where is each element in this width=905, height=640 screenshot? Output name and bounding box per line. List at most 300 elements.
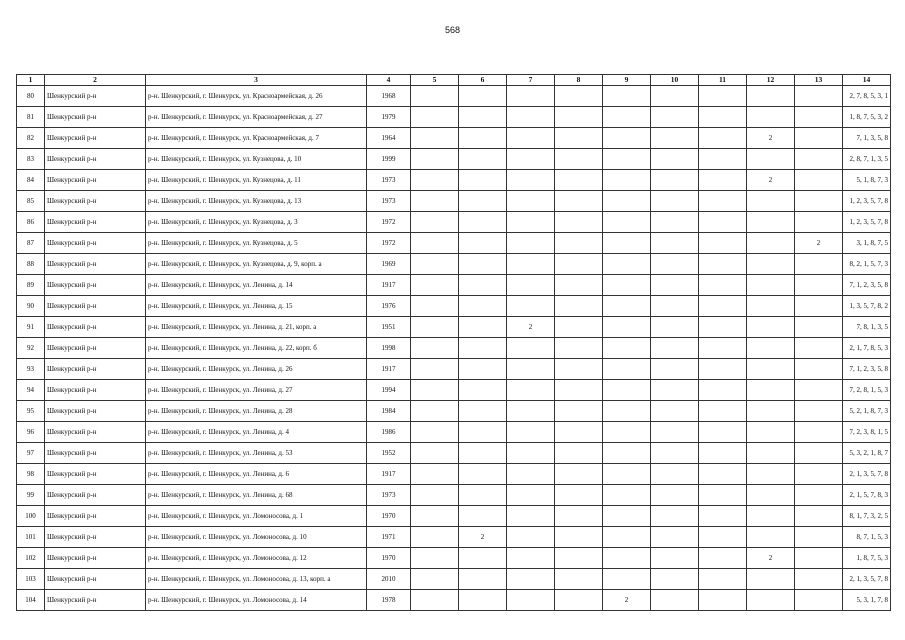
table-row bbox=[17, 464, 891, 485]
col9-cell bbox=[603, 380, 651, 401]
col7-cell bbox=[507, 485, 555, 506]
address-cell: р-н. Шенкурский, г. Шенкурск, ул. Ломоносова, д. 13, корп. а bbox=[146, 569, 367, 590]
col6-cell bbox=[459, 569, 507, 590]
col9-cell bbox=[603, 86, 651, 107]
year-cell: 1969 bbox=[367, 254, 411, 275]
col5-cell bbox=[411, 128, 459, 149]
year-cell: 1984 bbox=[367, 401, 411, 422]
codes-cell: 2, 1, 5, 7, 8, 3 bbox=[843, 485, 891, 506]
table-row bbox=[17, 569, 891, 590]
table-row bbox=[17, 485, 891, 506]
col5-cell bbox=[411, 548, 459, 569]
col13-cell bbox=[795, 191, 843, 212]
col11-cell bbox=[699, 590, 747, 611]
column-header: 6 bbox=[459, 75, 507, 86]
col9-cell bbox=[603, 275, 651, 296]
col6-cell bbox=[459, 254, 507, 275]
col11-cell bbox=[699, 401, 747, 422]
col6-cell bbox=[459, 422, 507, 443]
address-cell: р-н. Шенкурский, г. Шенкурск, ул. Ленина, д. 26 bbox=[146, 359, 367, 380]
col7-cell bbox=[507, 422, 555, 443]
col12-cell bbox=[747, 359, 795, 380]
column-header: 12 bbox=[747, 75, 795, 86]
col9-cell bbox=[603, 548, 651, 569]
codes-cell: 2, 1, 7, 8, 5, 3 bbox=[843, 338, 891, 359]
col9-cell bbox=[603, 527, 651, 548]
col10-cell bbox=[651, 149, 699, 170]
year-cell: 1971 bbox=[367, 527, 411, 548]
col11-cell bbox=[699, 338, 747, 359]
col13-cell bbox=[795, 212, 843, 233]
col11-cell bbox=[699, 128, 747, 149]
col8-cell bbox=[555, 233, 603, 254]
year-cell: 2010 bbox=[367, 569, 411, 590]
column-header: 5 bbox=[411, 75, 459, 86]
codes-cell: 2, 7, 8, 5, 3, 1 bbox=[843, 86, 891, 107]
header-row bbox=[17, 75, 891, 86]
year-cell: 1973 bbox=[367, 191, 411, 212]
district-cell: Шенкурский р-н bbox=[45, 401, 146, 422]
col10-cell bbox=[651, 359, 699, 380]
table-row bbox=[17, 590, 891, 611]
table-row bbox=[17, 191, 891, 212]
col12-cell: 2 bbox=[747, 170, 795, 191]
col10-cell bbox=[651, 254, 699, 275]
col8-cell bbox=[555, 590, 603, 611]
col5-cell bbox=[411, 401, 459, 422]
col9-cell bbox=[603, 485, 651, 506]
address-cell: р-н. Шенкурский, г. Шенкурск, ул. Ленина, д. 15 bbox=[146, 296, 367, 317]
column-header: 14 bbox=[843, 75, 891, 86]
col6-cell bbox=[459, 296, 507, 317]
address-cell: р-н. Шенкурский, г. Шенкурск, ул. Кузнецова, д. 11 bbox=[146, 170, 367, 191]
row-number-cell: 85 bbox=[17, 191, 45, 212]
table-row bbox=[17, 338, 891, 359]
row-number-cell: 104 bbox=[17, 590, 45, 611]
year-cell: 1973 bbox=[367, 170, 411, 191]
year-cell: 1952 bbox=[367, 443, 411, 464]
codes-cell: 8, 2, 1, 5, 7, 3 bbox=[843, 254, 891, 275]
col13-cell bbox=[795, 443, 843, 464]
codes-cell: 7, 1, 2, 3, 5, 8 bbox=[843, 359, 891, 380]
col13-cell bbox=[795, 170, 843, 191]
codes-cell: 3, 1, 8, 7, 5 bbox=[843, 233, 891, 254]
district-cell: Шенкурский р-н bbox=[45, 464, 146, 485]
col9-cell bbox=[603, 317, 651, 338]
col12-cell bbox=[747, 296, 795, 317]
row-number-cell: 86 bbox=[17, 212, 45, 233]
table-row bbox=[17, 128, 891, 149]
codes-cell: 1, 8, 7, 5, 3 bbox=[843, 548, 891, 569]
col5-cell bbox=[411, 296, 459, 317]
col9-cell bbox=[603, 464, 651, 485]
codes-cell: 7, 2, 8, 1, 5, 3 bbox=[843, 380, 891, 401]
row-number-cell: 92 bbox=[17, 338, 45, 359]
codes-cell: 7, 1, 3, 5, 8 bbox=[843, 128, 891, 149]
col13-cell bbox=[795, 107, 843, 128]
district-cell: Шенкурский р-н bbox=[45, 380, 146, 401]
col6-cell bbox=[459, 170, 507, 191]
column-header: 2 bbox=[45, 75, 146, 86]
col6-cell bbox=[459, 128, 507, 149]
col11-cell bbox=[699, 422, 747, 443]
row-number-cell: 90 bbox=[17, 296, 45, 317]
column-header: 9 bbox=[603, 75, 651, 86]
col8-cell bbox=[555, 128, 603, 149]
col11-cell bbox=[699, 107, 747, 128]
col5-cell bbox=[411, 149, 459, 170]
col8-cell bbox=[555, 464, 603, 485]
col12-cell bbox=[747, 107, 795, 128]
col10-cell bbox=[651, 317, 699, 338]
col6-cell bbox=[459, 401, 507, 422]
district-cell: Шенкурский р-н bbox=[45, 149, 146, 170]
district-cell: Шенкурский р-н bbox=[45, 170, 146, 191]
col5-cell bbox=[411, 254, 459, 275]
col11-cell bbox=[699, 548, 747, 569]
col11-cell bbox=[699, 317, 747, 338]
col13-cell bbox=[795, 590, 843, 611]
col8-cell bbox=[555, 359, 603, 380]
col10-cell bbox=[651, 338, 699, 359]
col11-cell bbox=[699, 380, 747, 401]
col10-cell bbox=[651, 485, 699, 506]
address-cell: р-н. Шенкурский, г. Шенкурск, ул. Ленина, д. 53 bbox=[146, 443, 367, 464]
col5-cell bbox=[411, 464, 459, 485]
col10-cell bbox=[651, 128, 699, 149]
col11-cell bbox=[699, 233, 747, 254]
table-row bbox=[17, 317, 891, 338]
row-number-cell: 99 bbox=[17, 485, 45, 506]
col7-cell: 2 bbox=[507, 317, 555, 338]
row-number-cell: 94 bbox=[17, 380, 45, 401]
housing-table bbox=[16, 74, 891, 611]
col12-cell bbox=[747, 506, 795, 527]
col11-cell bbox=[699, 170, 747, 191]
col9-cell bbox=[603, 107, 651, 128]
column-header: 7 bbox=[507, 75, 555, 86]
col13-cell bbox=[795, 464, 843, 485]
col13-cell bbox=[795, 485, 843, 506]
codes-cell: 8, 7, 1, 5, 3 bbox=[843, 527, 891, 548]
col9-cell bbox=[603, 191, 651, 212]
col11-cell bbox=[699, 527, 747, 548]
col13-cell bbox=[795, 317, 843, 338]
codes-cell: 8, 1, 7, 3, 2, 5 bbox=[843, 506, 891, 527]
col5-cell bbox=[411, 212, 459, 233]
col10-cell bbox=[651, 191, 699, 212]
col13-cell bbox=[795, 296, 843, 317]
col10-cell bbox=[651, 212, 699, 233]
col12-cell: 2 bbox=[747, 548, 795, 569]
row-number-cell: 93 bbox=[17, 359, 45, 380]
table-row bbox=[17, 275, 891, 296]
row-number-cell: 101 bbox=[17, 527, 45, 548]
col6-cell bbox=[459, 317, 507, 338]
col10-cell bbox=[651, 275, 699, 296]
codes-cell: 7, 8, 1, 3, 5 bbox=[843, 317, 891, 338]
year-cell: 1964 bbox=[367, 128, 411, 149]
district-cell: Шенкурский р-н bbox=[45, 254, 146, 275]
col7-cell bbox=[507, 548, 555, 569]
column-header: 3 bbox=[146, 75, 367, 86]
col11-cell bbox=[699, 569, 747, 590]
table-row bbox=[17, 548, 891, 569]
address-cell: р-н. Шенкурский, г. Шенкурск, ул. Красноармейская, д. 26 bbox=[146, 86, 367, 107]
col13-cell bbox=[795, 254, 843, 275]
address-cell: р-н. Шенкурский, г. Шенкурск, ул. Ленина, д. 6 bbox=[146, 464, 367, 485]
col7-cell bbox=[507, 233, 555, 254]
col7-cell bbox=[507, 338, 555, 359]
col8-cell bbox=[555, 191, 603, 212]
address-cell: р-н. Шенкурский, г. Шенкурск, ул. Ленина, д. 28 bbox=[146, 401, 367, 422]
col8-cell bbox=[555, 317, 603, 338]
year-cell: 1979 bbox=[367, 107, 411, 128]
codes-cell: 2, 8, 7, 1, 3, 5 bbox=[843, 149, 891, 170]
col5-cell bbox=[411, 191, 459, 212]
col6-cell bbox=[459, 359, 507, 380]
col8-cell bbox=[555, 401, 603, 422]
codes-cell: 1, 3, 5, 7, 8, 2 bbox=[843, 296, 891, 317]
codes-cell: 5, 3, 2, 1, 8, 7 bbox=[843, 443, 891, 464]
col7-cell bbox=[507, 590, 555, 611]
col7-cell bbox=[507, 359, 555, 380]
col5-cell bbox=[411, 569, 459, 590]
district-cell: Шенкурский р-н bbox=[45, 338, 146, 359]
district-cell: Шенкурский р-н bbox=[45, 590, 146, 611]
district-cell: Шенкурский р-н bbox=[45, 212, 146, 233]
col9-cell bbox=[603, 233, 651, 254]
col12-cell: 2 bbox=[747, 128, 795, 149]
address-cell: р-н. Шенкурский, г. Шенкурск, ул. Кузнецова, д. 3 bbox=[146, 212, 367, 233]
col12-cell bbox=[747, 254, 795, 275]
row-number-cell: 91 bbox=[17, 317, 45, 338]
codes-cell: 5, 3, 1, 7, 8 bbox=[843, 590, 891, 611]
col5-cell bbox=[411, 359, 459, 380]
col13-cell bbox=[795, 548, 843, 569]
col6-cell: 2 bbox=[459, 527, 507, 548]
row-number-cell: 102 bbox=[17, 548, 45, 569]
col5-cell bbox=[411, 485, 459, 506]
col7-cell bbox=[507, 527, 555, 548]
col6-cell bbox=[459, 86, 507, 107]
col13-cell bbox=[795, 275, 843, 296]
codes-cell: 1, 2, 3, 5, 7, 8 bbox=[843, 191, 891, 212]
col13-cell bbox=[795, 380, 843, 401]
col6-cell bbox=[459, 380, 507, 401]
col5-cell bbox=[411, 170, 459, 191]
column-header: 4 bbox=[367, 75, 411, 86]
col5-cell bbox=[411, 527, 459, 548]
address-cell: р-н. Шенкурский, г. Шенкурск, ул. Кузнецова, д. 13 bbox=[146, 191, 367, 212]
col8-cell bbox=[555, 86, 603, 107]
row-number-cell: 103 bbox=[17, 569, 45, 590]
row-number-cell: 81 bbox=[17, 107, 45, 128]
col9-cell bbox=[603, 506, 651, 527]
col8-cell bbox=[555, 422, 603, 443]
year-cell: 1917 bbox=[367, 464, 411, 485]
row-number-cell: 96 bbox=[17, 422, 45, 443]
row-number-cell: 98 bbox=[17, 464, 45, 485]
table-row bbox=[17, 296, 891, 317]
col8-cell bbox=[555, 506, 603, 527]
col8-cell bbox=[555, 485, 603, 506]
year-cell: 1994 bbox=[367, 380, 411, 401]
column-header: 8 bbox=[555, 75, 603, 86]
table-row bbox=[17, 380, 891, 401]
address-cell: р-н. Шенкурский, г. Шенкурск, ул. Ломоносова, д. 12 bbox=[146, 548, 367, 569]
col12-cell bbox=[747, 569, 795, 590]
col9-cell bbox=[603, 128, 651, 149]
col13-cell bbox=[795, 422, 843, 443]
codes-cell: 5, 1, 8, 7, 3 bbox=[843, 170, 891, 191]
col11-cell bbox=[699, 443, 747, 464]
col12-cell bbox=[747, 233, 795, 254]
year-cell: 1972 bbox=[367, 212, 411, 233]
row-number-cell: 84 bbox=[17, 170, 45, 191]
address-cell: р-н. Шенкурский, г. Шенкурск, ул. Красноармейская, д. 7 bbox=[146, 128, 367, 149]
table-row bbox=[17, 254, 891, 275]
col11-cell bbox=[699, 464, 747, 485]
col8-cell bbox=[555, 569, 603, 590]
table-row bbox=[17, 107, 891, 128]
district-cell: Шенкурский р-н bbox=[45, 275, 146, 296]
col7-cell bbox=[507, 191, 555, 212]
col12-cell bbox=[747, 464, 795, 485]
col9-cell bbox=[603, 170, 651, 191]
col11-cell bbox=[699, 359, 747, 380]
col7-cell bbox=[507, 254, 555, 275]
col10-cell bbox=[651, 233, 699, 254]
table-row bbox=[17, 359, 891, 380]
district-cell: Шенкурский р-н bbox=[45, 233, 146, 254]
col9-cell bbox=[603, 422, 651, 443]
col7-cell bbox=[507, 506, 555, 527]
col11-cell bbox=[699, 296, 747, 317]
address-cell: р-н. Шенкурский, г. Шенкурск, ул. Ленина, д. 22, корп. б bbox=[146, 338, 367, 359]
col5-cell bbox=[411, 506, 459, 527]
col6-cell bbox=[459, 548, 507, 569]
year-cell: 1968 bbox=[367, 86, 411, 107]
column-header: 11 bbox=[699, 75, 747, 86]
row-number-cell: 80 bbox=[17, 86, 45, 107]
col13-cell bbox=[795, 149, 843, 170]
address-cell: р-н. Шенкурский, г. Шенкурск, ул. Ленина, д. 27 bbox=[146, 380, 367, 401]
year-cell: 1999 bbox=[367, 149, 411, 170]
col5-cell bbox=[411, 86, 459, 107]
row-number-cell: 89 bbox=[17, 275, 45, 296]
year-cell: 1986 bbox=[367, 422, 411, 443]
district-cell: Шенкурский р-н bbox=[45, 359, 146, 380]
codes-cell: 2, 1, 3, 5, 7, 8 bbox=[843, 569, 891, 590]
col12-cell bbox=[747, 485, 795, 506]
codes-cell: 2, 1, 3, 5, 7, 8 bbox=[843, 464, 891, 485]
address-cell: р-н. Шенкурский, г. Шенкурск, ул. Ленина, д. 21, корп. а bbox=[146, 317, 367, 338]
col9-cell: 2 bbox=[603, 590, 651, 611]
address-cell: р-н. Шенкурский, г. Шенкурск, ул. Ломоносова, д. 10 bbox=[146, 527, 367, 548]
col9-cell bbox=[603, 569, 651, 590]
col7-cell bbox=[507, 107, 555, 128]
column-header: 10 bbox=[651, 75, 699, 86]
col8-cell bbox=[555, 380, 603, 401]
col7-cell bbox=[507, 443, 555, 464]
col10-cell bbox=[651, 170, 699, 191]
col12-cell bbox=[747, 590, 795, 611]
col6-cell bbox=[459, 590, 507, 611]
col8-cell bbox=[555, 149, 603, 170]
codes-cell: 1, 2, 3, 5, 7, 8 bbox=[843, 212, 891, 233]
year-cell: 1998 bbox=[367, 338, 411, 359]
district-cell: Шенкурский р-н bbox=[45, 527, 146, 548]
col10-cell bbox=[651, 464, 699, 485]
district-cell: Шенкурский р-н bbox=[45, 128, 146, 149]
column-header: 13 bbox=[795, 75, 843, 86]
district-cell: Шенкурский р-н bbox=[45, 485, 146, 506]
address-cell: р-н. Шенкурский, г. Шенкурск, ул. Кузнецова, д. 9, корп. а bbox=[146, 254, 367, 275]
col10-cell bbox=[651, 380, 699, 401]
address-cell: р-н. Шенкурский, г. Шенкурск, ул. Ломоносова, д. 14 bbox=[146, 590, 367, 611]
table-row bbox=[17, 149, 891, 170]
col13-cell bbox=[795, 338, 843, 359]
col6-cell bbox=[459, 338, 507, 359]
col10-cell bbox=[651, 422, 699, 443]
col6-cell bbox=[459, 506, 507, 527]
col13-cell bbox=[795, 527, 843, 548]
codes-cell: 7, 2, 3, 8, 1, 5 bbox=[843, 422, 891, 443]
col10-cell bbox=[651, 107, 699, 128]
col5-cell bbox=[411, 275, 459, 296]
col10-cell bbox=[651, 443, 699, 464]
col5-cell bbox=[411, 380, 459, 401]
col13-cell: 2 bbox=[795, 233, 843, 254]
col8-cell bbox=[555, 107, 603, 128]
col11-cell bbox=[699, 149, 747, 170]
col12-cell bbox=[747, 443, 795, 464]
col12-cell bbox=[747, 401, 795, 422]
column-header: 1 bbox=[17, 75, 45, 86]
year-cell: 1970 bbox=[367, 548, 411, 569]
codes-cell: 1, 8, 7, 5, 3, 2 bbox=[843, 107, 891, 128]
col12-cell bbox=[747, 317, 795, 338]
col7-cell bbox=[507, 149, 555, 170]
col8-cell bbox=[555, 254, 603, 275]
col13-cell bbox=[795, 359, 843, 380]
col10-cell bbox=[651, 296, 699, 317]
year-cell: 1973 bbox=[367, 485, 411, 506]
table-row bbox=[17, 527, 891, 548]
table-row bbox=[17, 422, 891, 443]
col12-cell bbox=[747, 275, 795, 296]
col13-cell bbox=[795, 86, 843, 107]
col9-cell bbox=[603, 359, 651, 380]
col9-cell bbox=[603, 296, 651, 317]
col12-cell bbox=[747, 86, 795, 107]
col10-cell bbox=[651, 527, 699, 548]
col6-cell bbox=[459, 212, 507, 233]
district-cell: Шенкурский р-н bbox=[45, 317, 146, 338]
col11-cell bbox=[699, 86, 747, 107]
row-number-cell: 88 bbox=[17, 254, 45, 275]
col6-cell bbox=[459, 149, 507, 170]
col12-cell bbox=[747, 338, 795, 359]
col6-cell bbox=[459, 233, 507, 254]
col7-cell bbox=[507, 401, 555, 422]
col6-cell bbox=[459, 275, 507, 296]
col11-cell bbox=[699, 191, 747, 212]
col10-cell bbox=[651, 569, 699, 590]
col10-cell bbox=[651, 401, 699, 422]
col5-cell bbox=[411, 107, 459, 128]
